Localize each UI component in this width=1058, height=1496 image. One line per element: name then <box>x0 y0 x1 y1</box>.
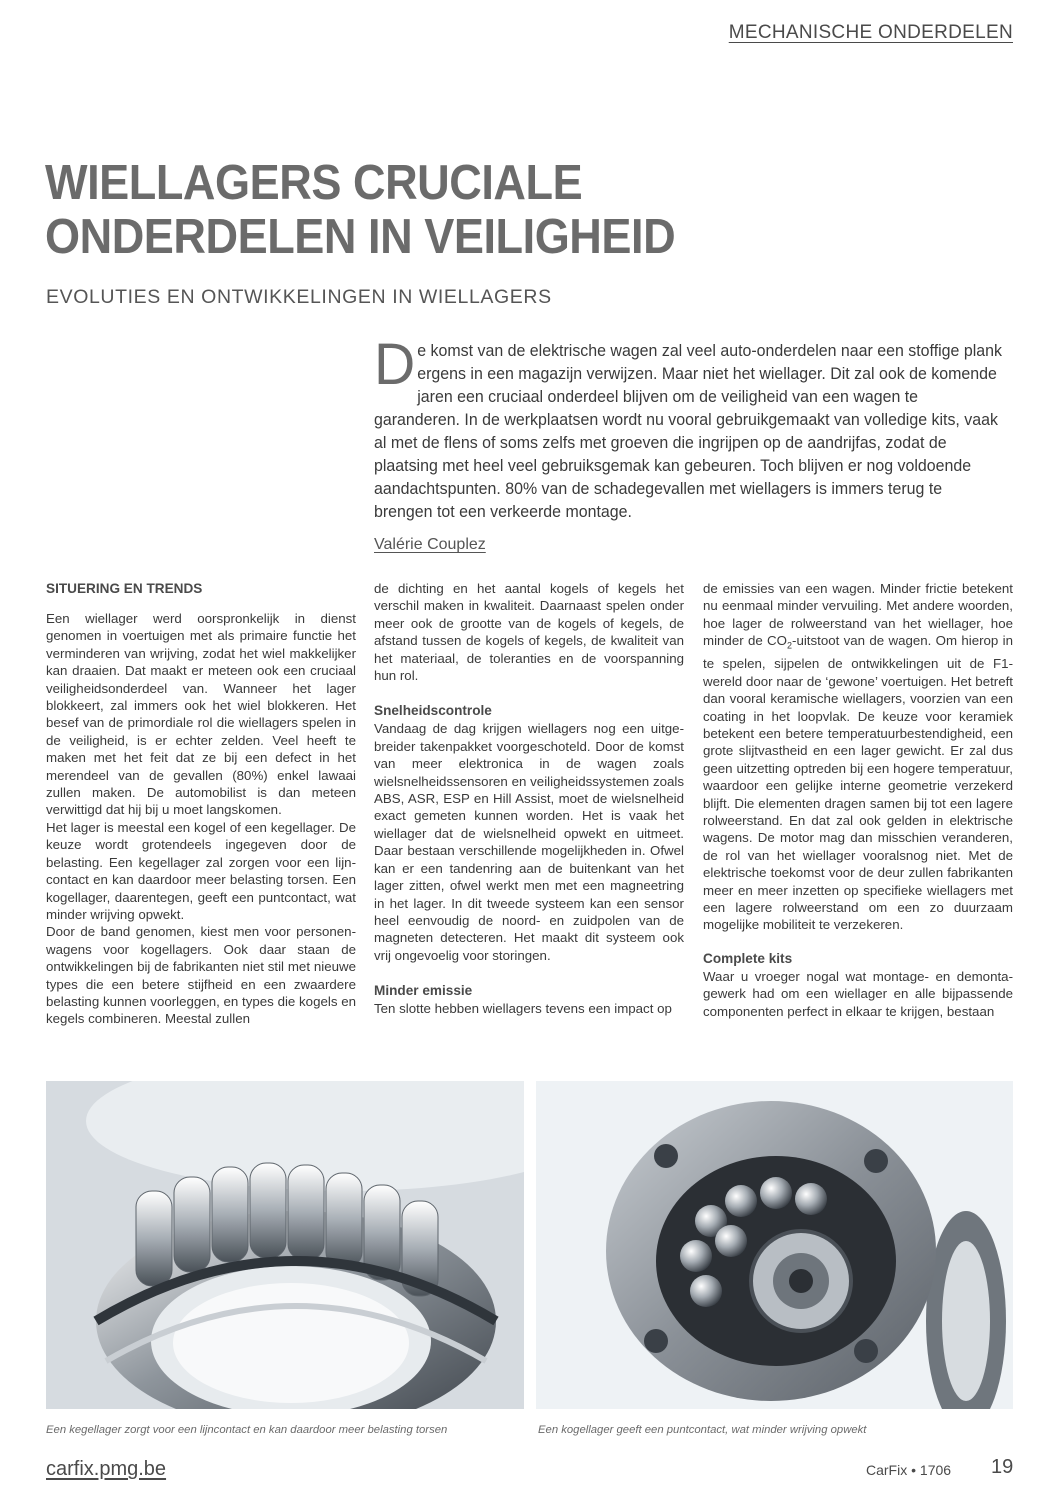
section-tag: MECHANISCHE ONDERDELEN <box>728 22 1013 43</box>
title-line-2: ONDERDELEN IN VEILIGHEID <box>45 210 676 264</box>
caption-photo-1: Een kegellager zorgt voor een lijncontact en kan daardoor meer belasting torsen <box>46 1424 448 1436</box>
roller-bearing-illustration <box>46 1081 524 1409</box>
heading-minder-emissie: Minder emissie <box>374 983 473 999</box>
ball-bearing-illustration <box>536 1081 1013 1409</box>
heading-situering: SITUERING EN TRENDS <box>46 581 203 596</box>
title-line-1: WIELLAGERS CRUCIALE <box>45 156 583 210</box>
paragraph: Ten slotte hebben wiellagers tevens een impact op <box>374 1001 672 1017</box>
article-subtitle: EVOLUTIES EN ONTWIKKELINGEN IN WIELLAGERS <box>46 286 552 308</box>
footer-magazine-issue: CarFix • 1706 <box>866 1462 952 1478</box>
photo-tapered-roller-bearing <box>46 1081 524 1409</box>
text-column-3 <box>703 580 1013 1020</box>
paragraph: de dichting en het aantal kogels of kegels het verschil maken in kwaliteit. Daarnaast spelen onder meer ook de grootte van de kogels of kegels, de afstand tussen de kogels of kegels, de kwaliteit van het materiaal, de toleranties en de voorspanning hun rol. <box>374 581 684 684</box>
heading-snelheidscontrole: Snelheidscontrole <box>374 703 492 719</box>
author-byline: Valérie Couplez <box>374 536 486 553</box>
paragraph: Een wiellager werd oorspronkelijk in dienst genomen in voertuigen met als primaire functie het verminderen van wrijving, zodat het wiel makkelijker kan draaien. Dat maakt er meteen ook een cruciaal veiligheidsonderdeel van. Wanneer het lager blokkeert, zal immers ook het wiel blokkeren. Het besef van de primordiale rol die wiellagers spelen in de veiligheid, is er echter zelden. Veel heeft te maken met het feit dat ze bij een defect in het merendeel van de gevallen (80%) enkel lawaai zullen maken. De automobilist is dan meteen verwittigd dat hij bij u moet langskomen. <box>46 611 356 818</box>
footer-website-link[interactable]: carfix.pmg.be <box>46 1458 167 1480</box>
paragraph: Vandaag de dag krijgen wiellagers nog een uitgebreider takenpakket voorgeschoteld. Door de komst van meer elektronica in de wagen zoals wielsnelheidssensoren en veiligheidssystemen zoals ABS, ASR, ESP en Hill Assist, moet de wielsnelheid exact gemeten kunnen worden. Het is vaak het wiellager dat de wielsnelheid opwekt en uitmeet. Daar bestaan verschillende mogelijkheden in. Ofwel kan er een tandenring aan de buitenkant van het lager zitten, ofwel werkt men met een magneetring in het lager. In dit tweede systeem kan een sensor heel eenvoudig de noord- en zuidpolen van de magneten detecteren. Het maakt dit systeem ook vrij ongevoelig voor storingen. <box>374 721 684 963</box>
article-title <box>45 156 873 264</box>
lead-text: e komst van de elektrische wagen zal veel auto-onderdelen naar een stoffige plank ergens in een magazijn verwijzen. Maar niet het wiellager. Dit zal ook de komende jaren een cruciaal onderdeel blijven om de veiligheid van een wagen te garanderen. In de werkplaatsen wordt nu vooral gebruikgemaakt van volledige kits, vaak al met de flens of soms zelfs met groeven die ingrijpen op de aandrijfas, zodat de plaatsing met heel veel gebruiksgemak kan gebeuren. Toch blijven er nog voldoende aandachtspunten. 80% van de schadegevallen met wiellagers is immers terug te brengen tot een verkeerde montage. <box>374 342 1002 521</box>
paragraph: Waar u vroeger nogal wat montage- en demontagewerk had om een wiellager en alle bijpassende componenten perfect in elkaar te krijgen, bestaan <box>703 968 1013 1019</box>
paragraph: Het lager is meestal een kogel of een kegellager. De keuze wordt grotendeels ingegeven door de belasting. Een kegellager zal zorgen voor een lijncontact en kan daardoor meer belasting torsen. Een kogellager, daarentegen, geeft een puntcontact, wat minder wrijving opwekt. <box>46 819 356 922</box>
heading-complete-kits: Complete kits <box>703 950 793 966</box>
photo-ball-bearing-hub <box>536 1081 1013 1409</box>
paragraph: de emissies van een wagen. Minder frictie betekent nu eenmaal minder vervuiling. Met andere woorden, hoe lager de rolweerstand van het wiellager, hoe minder de $CO_2$-uitstoot van de wagen. Om hierop in te spelen, sijpelen de ontwikkelingen uit de F1-wereld door naar de ‘gewone’ voertuigen. Het betreft dan vooral keramische wiellagers, voorzien van een coating in het loopvlak. De keuze voor keramiek betekent een betere temperatuurbestendigheid, een grote slijtvastheid en een lager gewicht. Er zal dus geen uitzetting optreden bij een hogere temperatuur, waardoor een gelijke interne geometrie verzekerd blijft. Die elementen dragen samen bij tot een lagere rolweerstand. En dat zal ook gelden in elektrische wagens. De motor mag dan misschien veranderen, de rol van het wiellager vooralsnog niet. Met de elektrische toekomst voor de deur zullen fabrikanten meer en meer inzetten op specifieke wiellagers met een lagere rolweerstand om een zo duurzaam mogelijke mobiliteit te verzekeren. <box>703 581 1013 933</box>
caption-photo-2: Een kogellager geeft een puntcontact, wat minder wrijving opwekt <box>538 1424 867 1436</box>
text-column-2 <box>374 580 684 1018</box>
drop-cap: D <box>374 332 416 397</box>
page-number: 19 <box>991 1456 1014 1478</box>
lead-paragraph <box>374 332 1004 524</box>
text-column-1 <box>46 580 356 1028</box>
paragraph: Door de band genomen, kiest men voor personenwagens voor kogellagers. Ook daar staan de ontwikkelingen bij de fabrikanten niet stil met nieuwe types die een betere stijfheid en een zwaardere belasting kunnen voorleggen, en types die kogels en kegels combineren. Meestal zullen <box>46 924 356 1027</box>
